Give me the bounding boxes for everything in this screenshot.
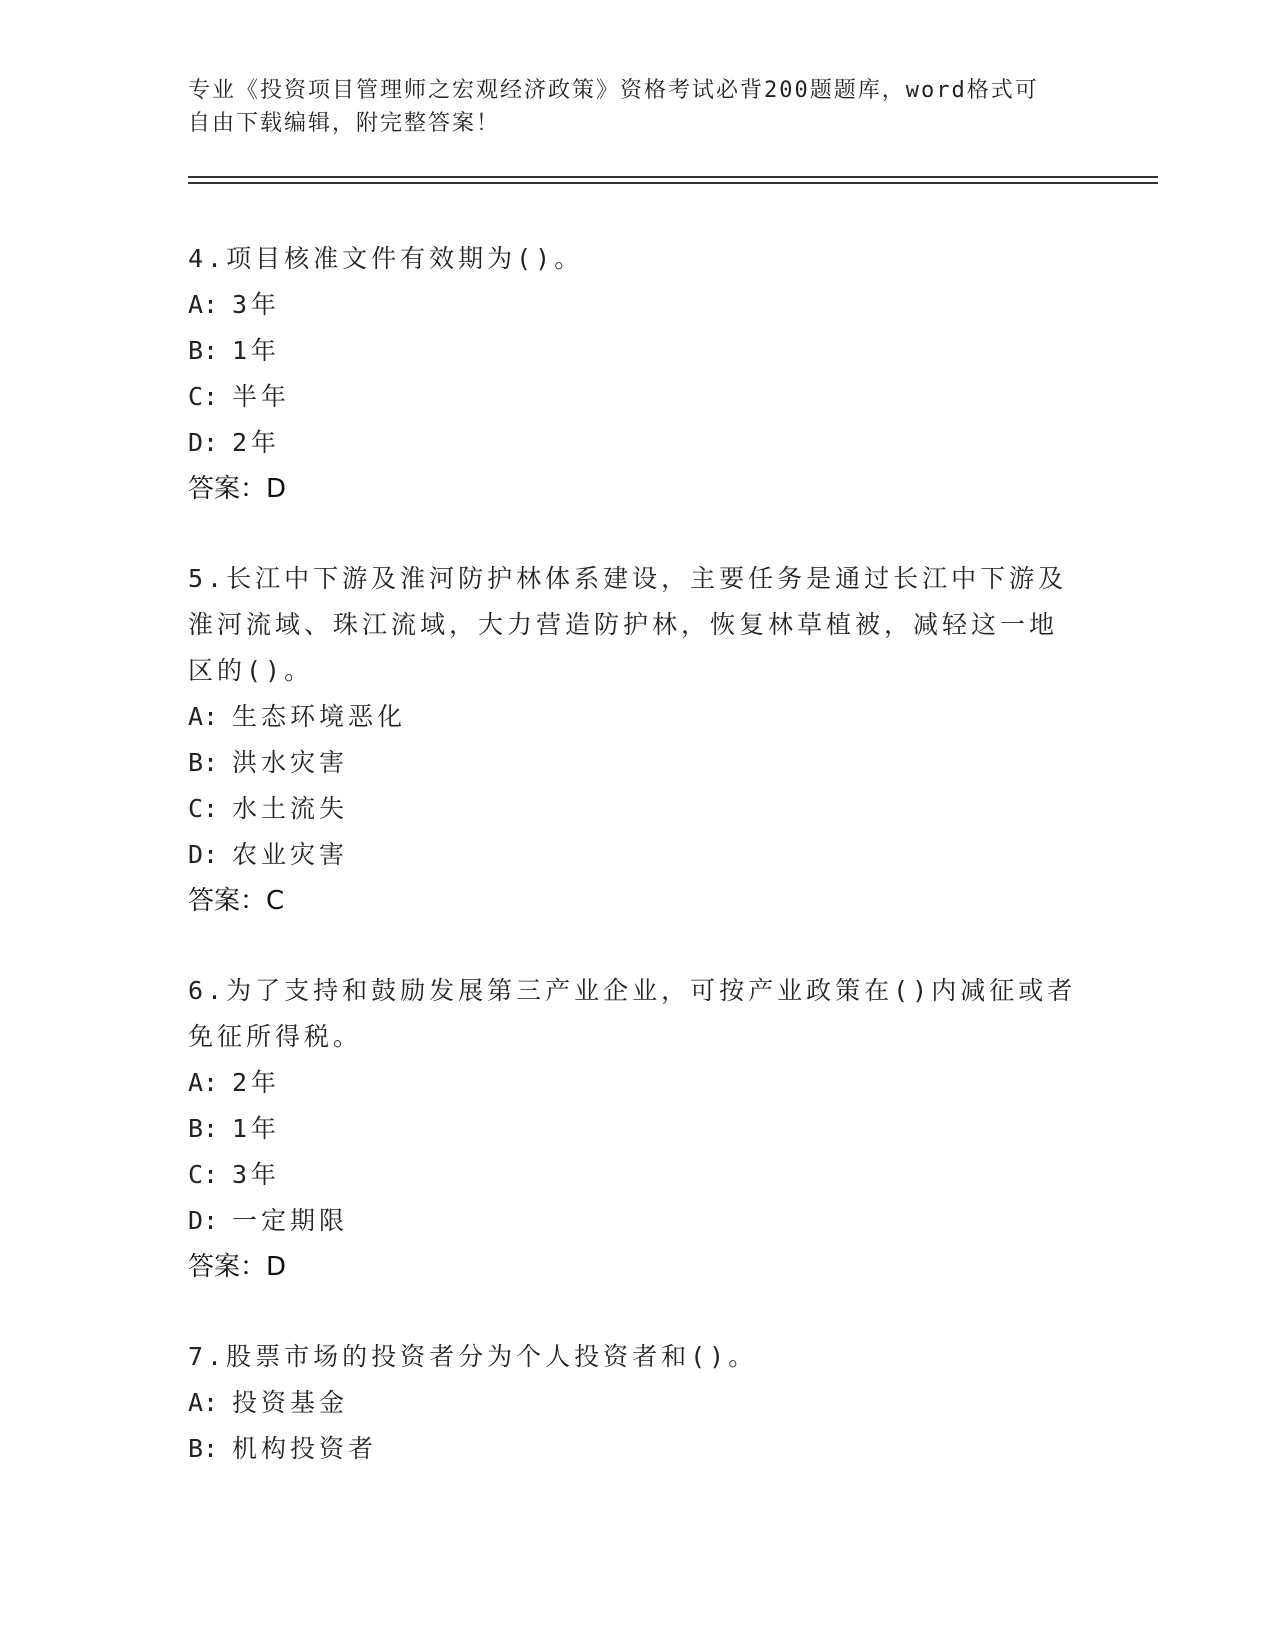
option-b [188,1426,1088,1472]
question-text-line: 区的()。 [188,656,314,685]
option-c [188,786,1088,832]
option-c [188,1152,1088,1198]
question-4 [188,236,1088,512]
question-text-line: 7.股票市场的投资者分为个人投资者和()。 [188,1342,758,1371]
question-text-line: 4.项目核准文件有效期为()。 [188,244,584,273]
option-text: 水土流失 [232,794,349,823]
option-text: 1年 [232,336,281,365]
header-divider-top [188,176,1158,178]
question-6 [188,968,1088,1290]
option-text: 洪水灾害 [232,748,349,777]
option-letter: A: [188,702,219,731]
option-letter: B: [188,1114,219,1143]
question-text-line: 免征所得税。 [188,1022,363,1051]
question-5 [188,556,1088,924]
question-text-line: 5.长江中下游及淮河防护林体系建设，主要任务是通过长江中下游及 [188,564,1068,593]
question-text-line: 6.为了支持和鼓励发展第三产业企业，可按产业政策在()内减征或者 [188,976,1077,1005]
option-letter: A: [188,1068,219,1097]
option-text: 1年 [232,1114,281,1143]
question-7 [188,1334,1088,1472]
option-d [188,1198,1088,1244]
option-b [188,740,1088,786]
option-a [188,694,1088,740]
document-header [188,74,1068,140]
option-text: 3年 [232,1160,281,1189]
answer-line: 答案：D [188,1252,287,1282]
option-text: 农业灾害 [232,840,349,869]
option-letter: C: [188,794,219,823]
answer-line: 答案：C [188,886,285,916]
header-divider-bottom [188,182,1158,184]
answer-line: 答案：D [188,474,287,504]
option-text: 半年 [232,382,291,411]
option-text: 机构投资者 [232,1434,378,1463]
option-b [188,328,1088,374]
option-d [188,420,1088,466]
option-letter: D: [188,428,219,457]
option-letter: A: [188,290,219,319]
option-text: 2年 [232,1068,281,1097]
option-c [188,374,1088,420]
option-text: 3年 [232,290,281,319]
option-letter: B: [188,748,219,777]
option-letter: A: [188,1388,219,1417]
header-line-1: 专业《投资项目管理师之宏观经济政策》资格考试必背200题题库，word格式可 [188,78,1039,103]
option-a [188,1380,1088,1426]
option-a [188,282,1088,328]
question-text-line: 淮河流域、珠江流域，大力营造防护林，恢复林草植被，减轻这一地 [188,610,1059,639]
option-text: 生态环境恶化 [232,702,407,731]
option-letter: D: [188,840,219,869]
question-list [188,236,1088,1516]
option-letter: B: [188,336,219,365]
header-line-2: 自由下载编辑，附完整答案！ [188,111,501,136]
option-a [188,1060,1088,1106]
option-letter: C: [188,1160,219,1189]
option-letter: D: [188,1206,219,1235]
option-b [188,1106,1088,1152]
option-letter: C: [188,382,219,411]
option-text: 投资基金 [232,1388,349,1417]
option-text: 2年 [232,428,281,457]
option-text: 一定期限 [232,1206,349,1235]
option-letter: B: [188,1434,219,1463]
option-d [188,832,1088,878]
